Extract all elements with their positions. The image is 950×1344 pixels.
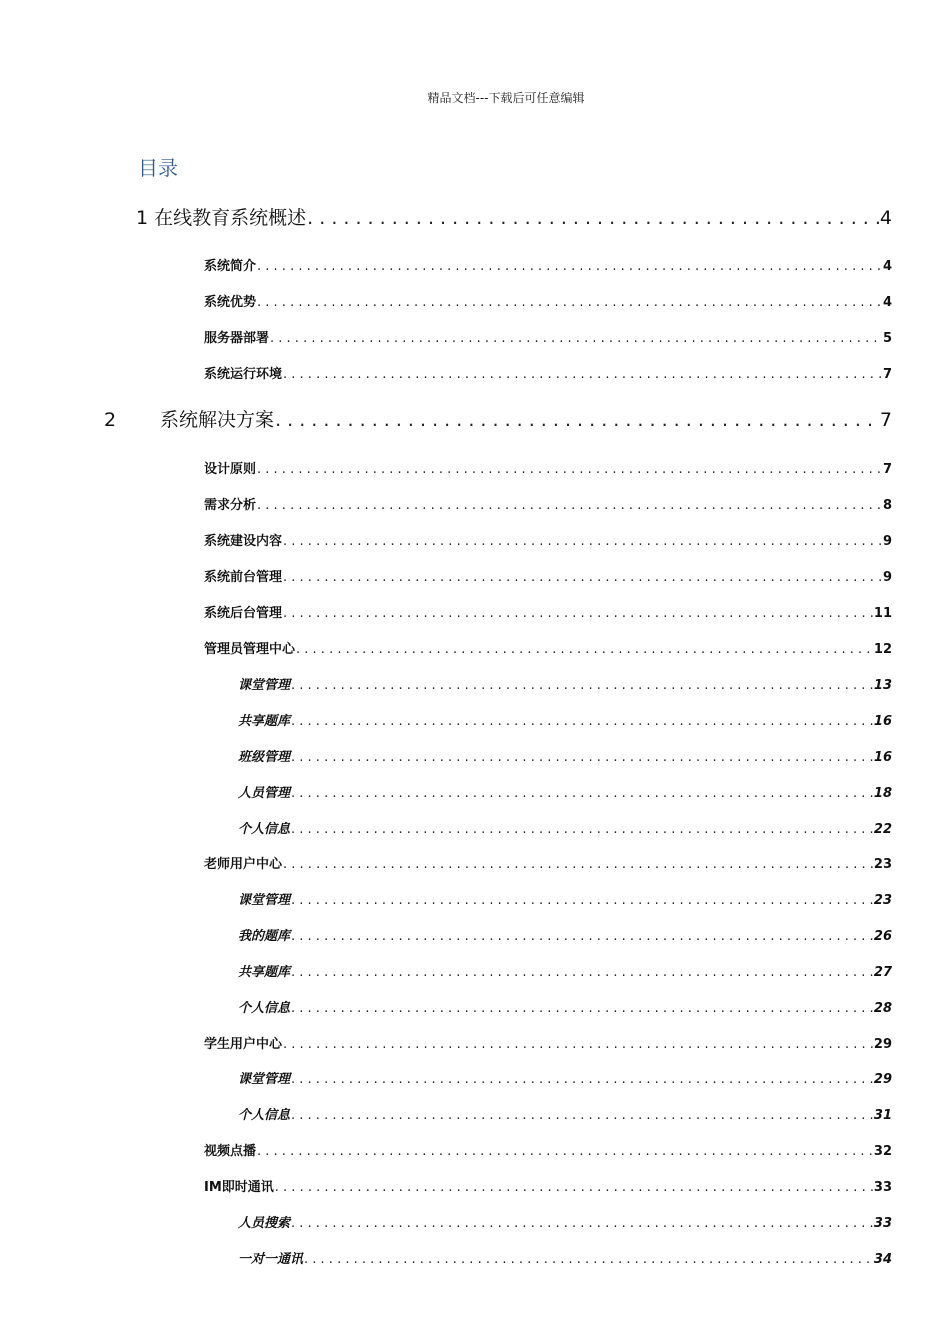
toc-title: 目录	[138, 156, 178, 180]
page-number: 29	[873, 1037, 892, 1052]
section-label: 系统解决方案	[160, 409, 275, 431]
leader-dots	[257, 1144, 873, 1159]
toc-subitem-label: 班级管理	[238, 750, 291, 765]
section-label: 在线教育系统概述	[154, 207, 307, 229]
toc-subitem[interactable]	[238, 1212, 892, 1231]
toc-subitem-label: 课堂管理	[238, 1072, 291, 1087]
page-number: 16	[873, 714, 892, 729]
toc-item-label: 视频点播	[204, 1144, 257, 1159]
toc-subitem[interactable]	[238, 889, 892, 908]
toc-subitem-label: 课堂管理	[238, 893, 291, 908]
toc-item-label: 系统建设内容	[204, 534, 283, 549]
toc-item[interactable]	[204, 1140, 892, 1159]
toc-subitem[interactable]	[238, 997, 892, 1016]
toc-subitem[interactable]	[238, 1104, 892, 1123]
page-number: 16	[873, 750, 892, 765]
toc-subitem-label: 个人信息	[238, 1108, 291, 1123]
page-number: 26	[873, 929, 892, 944]
toc-subitem-label: 人员管理	[238, 786, 291, 801]
page-number: 32	[873, 1144, 892, 1159]
leader-dots	[291, 929, 873, 944]
page-number: 12	[873, 642, 892, 657]
toc-subitem-label: 我的题库	[238, 929, 291, 944]
toc-item[interactable]	[204, 1033, 892, 1052]
page-number: 7	[882, 462, 892, 477]
toc-subitem[interactable]	[238, 961, 892, 980]
toc-item-label: 系统后台管理	[204, 606, 283, 621]
toc-item-label: 学生用户中心	[204, 1037, 283, 1052]
leader-dots	[275, 1180, 873, 1195]
page-number: 29	[873, 1072, 892, 1087]
toc-subitem[interactable]	[238, 782, 892, 801]
page-number: 23	[873, 857, 892, 872]
leader-dots	[257, 462, 882, 477]
toc-item-label: 系统简介	[204, 259, 257, 274]
leader-dots	[283, 570, 882, 585]
page-number: 7	[879, 409, 892, 431]
toc-item[interactable]	[204, 1176, 892, 1195]
leader-dots	[291, 1072, 873, 1087]
leader-dots	[283, 606, 873, 621]
leader-dots	[304, 1252, 873, 1267]
page-number: 8	[882, 498, 892, 513]
toc-item-label: 系统前台管理	[204, 570, 283, 585]
toc-item-label: 管理员管理中心	[204, 642, 296, 657]
toc-subitem-label: 人员搜索	[238, 1216, 291, 1231]
leader-dots	[283, 857, 873, 872]
leader-dots	[257, 295, 882, 310]
toc-item[interactable]	[204, 363, 892, 382]
toc-subitem-label: 一对一通讯	[238, 1252, 304, 1267]
page-number: 23	[873, 893, 892, 908]
toc-item-label: 系统运行环境	[204, 367, 283, 382]
leader-dots	[291, 1216, 873, 1231]
leader-dots	[291, 678, 873, 693]
toc-subitem[interactable]	[238, 925, 892, 944]
toc-item[interactable]	[204, 494, 892, 513]
page-number: 33	[873, 1216, 892, 1231]
toc-item[interactable]	[204, 255, 892, 274]
page-number: 27	[873, 965, 892, 980]
leader-dots	[291, 1001, 873, 1016]
toc-item-label: 系统优势	[204, 295, 257, 310]
toc-subitem-label: 共享题库	[238, 965, 291, 980]
section-number: 1	[136, 207, 149, 229]
page-header: 精品文档---下载后可任意编辑	[427, 91, 585, 105]
toc-subitem[interactable]	[238, 710, 892, 729]
leader-dots	[291, 714, 873, 729]
toc-subitem[interactable]	[238, 1248, 892, 1267]
leader-dots	[291, 1108, 873, 1123]
leader-dots	[291, 822, 873, 837]
leader-dots	[283, 1037, 873, 1052]
leader-dots	[291, 893, 873, 908]
toc-subitem-label: 个人信息	[238, 1001, 291, 1016]
toc-subitem[interactable]	[238, 746, 892, 765]
toc-subitem-label: 个人信息	[238, 822, 291, 837]
toc-subitem[interactable]	[238, 818, 892, 837]
page-number: 33	[873, 1180, 892, 1195]
toc-section-1[interactable]	[136, 203, 892, 230]
leader-dots	[257, 498, 882, 513]
page-number: 9	[882, 534, 892, 549]
page-number: 22	[873, 822, 892, 837]
toc-item-label: 需求分析	[204, 498, 257, 513]
toc-item-label: 设计原则	[204, 462, 257, 477]
toc-subitem-label: 共享题库	[238, 714, 291, 729]
toc-section-2[interactable]	[104, 405, 892, 432]
page-number: 7	[882, 367, 892, 382]
leader-dots	[257, 259, 882, 274]
page-number: 31	[873, 1108, 892, 1123]
toc-item[interactable]	[204, 327, 892, 346]
toc-item[interactable]	[204, 291, 892, 310]
toc-item-label: 老师用户中心	[204, 857, 283, 872]
page-number: 4	[879, 207, 892, 229]
page-number: 11	[873, 606, 892, 621]
toc-item[interactable]	[204, 458, 892, 477]
page-number: 4	[882, 295, 892, 310]
toc-subitem[interactable]	[238, 674, 892, 693]
page-number: 13	[873, 678, 892, 693]
leader-dots	[296, 642, 873, 657]
leader-dots	[283, 534, 882, 549]
leader-dots	[291, 750, 873, 765]
toc-item[interactable]	[204, 566, 892, 585]
page-number: 28	[873, 1001, 892, 1016]
section-number: 2	[104, 409, 117, 431]
page-number: 9	[882, 570, 892, 585]
toc-item[interactable]	[204, 638, 892, 657]
page-number: 18	[873, 786, 892, 801]
toc-item-label: 服务器部署	[204, 331, 270, 346]
page-number: 34	[873, 1252, 892, 1267]
leader-dots	[307, 207, 879, 229]
toc-item-label: IM即时通讯	[204, 1180, 274, 1195]
leader-dots	[291, 965, 873, 980]
toc-item[interactable]	[204, 602, 892, 621]
page-number: 4	[882, 259, 892, 274]
toc-subitem[interactable]	[238, 1068, 892, 1087]
toc-item[interactable]	[204, 530, 892, 549]
leader-dots	[283, 367, 882, 382]
leader-dots	[275, 409, 879, 431]
toc-item[interactable]	[204, 853, 892, 872]
toc-subitem-label: 课堂管理	[238, 678, 291, 693]
leader-dots	[270, 331, 882, 346]
page-number: 5	[882, 331, 892, 346]
leader-dots	[291, 786, 873, 801]
